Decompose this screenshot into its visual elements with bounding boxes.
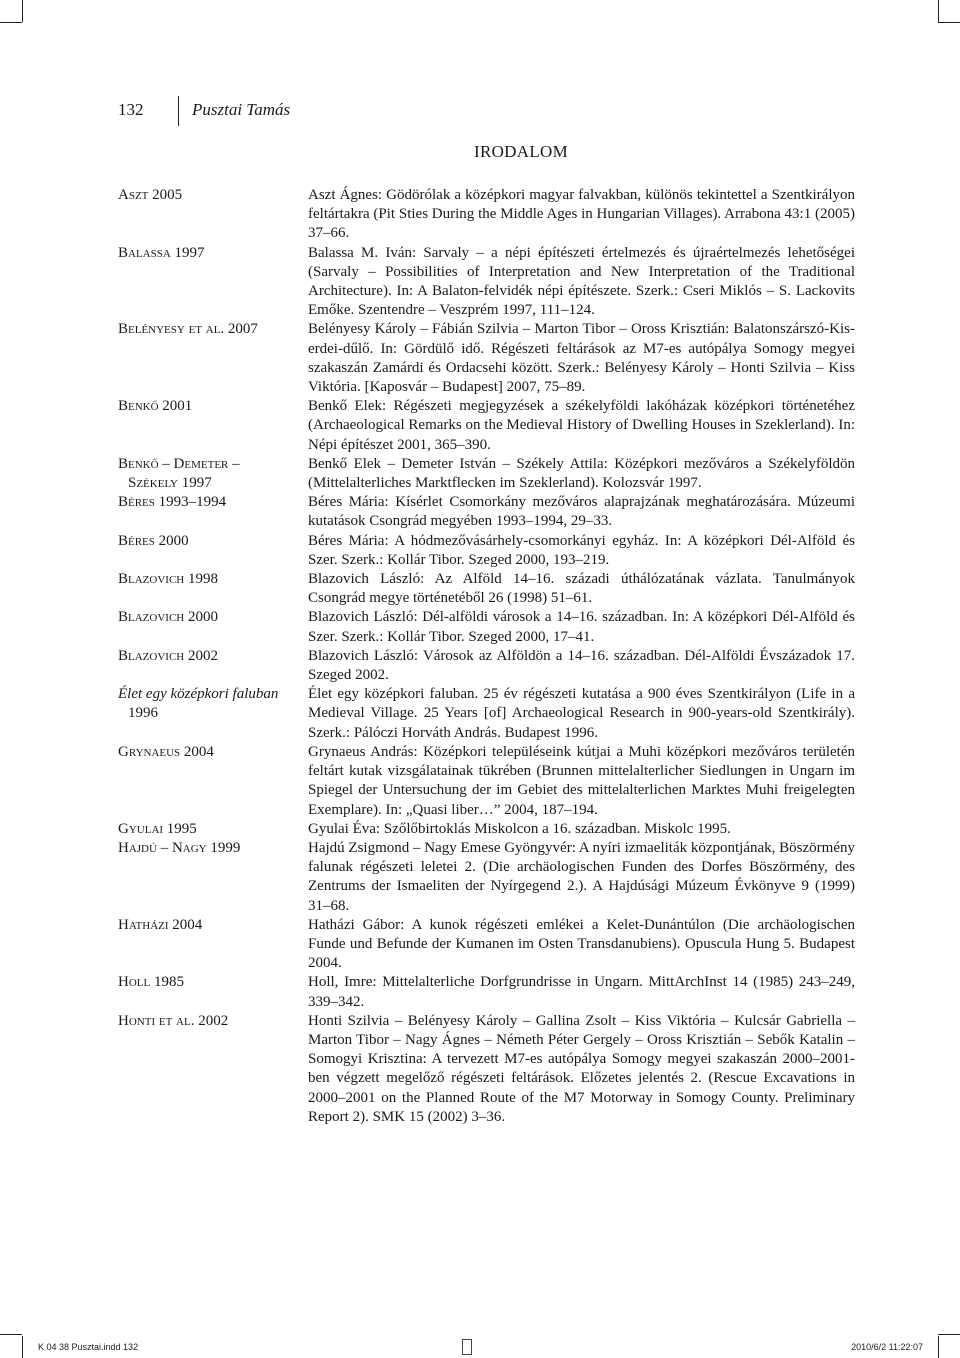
bib-entry [0,455,960,493]
bib-key-line-2: Székely 1997 [128,475,212,492]
bib-key [118,1012,308,1127]
bib-entry [0,320,960,397]
bib-citation: Belényesy Károly – Fábián Szilvia – Marton Tibor – Oross Krisztián: Balatonszárszó-Kis-erdei-dűlő. In: Gördülő idő. Régészeti feltárások az M7-es autópálya Somogy megyei szakaszán Zamárdi és Ordacsehi között. Szerk.: Belényesy Károly – Honti Szilvia – Kiss Viktória. [Kaposvár – Budapest] 2007, 75–89. [308,321,855,396]
bib-key [118,685,308,743]
bib-key-line-2: 1996 [128,705,158,722]
bib-entry [0,820,960,839]
bib-entry [0,743,960,820]
bib-citation: Béres Mária: A hódmezővásárhely-csomorkányi egyház. In: A középkori Dél-Alföld és Szer. Szerk.: Kollár Tibor. Szeged 2000, 193–219. [308,532,855,568]
crop-mark [938,22,960,23]
footer-file-info: K 04 38 Pusztai.indd 132 [38,1342,139,1352]
bib-citation: Béres Mária: Kísérlet Csomorkány mezőváros alaprajzának meghatározására. Múzeumi kutatások Csongrád megyében 1993–1994, 29–33. [308,494,855,530]
crop-mark [938,1334,960,1335]
footer-registration-box [462,1339,472,1355]
crop-mark [0,22,22,23]
section-title: IRODALOM [473,142,568,161]
bib-key-line: Élet egy középkori faluban [118,686,279,703]
bib-citation: Honti Szilvia – Belényesy Károly – Gallina Zsolt – Kiss Viktória – Kulcsár Gabriella – Marton Tibor – Nagy Ágnes – Németh Péter Gergely – Oross Krisztián – Sebők Katalin – Somogyi Krisztina: A tervezett M7-es autópálya Somogy megyei szakaszán 2000–2001-ben végzett megelőző régészeti feltárások. Előzetes jelentés 2. (Rescue Excavations in 2000–2001 on the Planned Route of the M7 Motorway in Somogy County. Preliminary Report 2). SMK 15 (2002) 3–36. [308,1012,855,1125]
bib-citation: Benkő Elek: Régészeti megjegyzések a székelyföldi lakóházak középkori történetéhez (Archaeological Remarks on the Medieval History of Dwelling Houses in Szeklerland). In: Népi építészet 2001, 365–390. [308,398,855,453]
bib-key-line: Balassa 1997 [118,244,205,261]
bib-key-line: Honti et al. 2002 [118,1012,229,1029]
bib-key [118,743,308,820]
bib-citation: Blazovich László: Dél-alföldi városok a 14–16. században. In: A középkori Dél-Alföld és Szer. Szerk.: Kollár Tibor. Szeged 2000, 17–41. [308,609,855,645]
bib-citation: Grynaeus András: Középkori településeink kútjai a Muhi középkori mezőváros területén feltárt kutak vizsgálatainak tükrében (Brunnen mittelalterlicher Siedlungen in Ungarn im Spiegel der Untersuchung der im Gebiet des mittelalterlichen Marktes Muhi freigelegten Exemplare). In: „Quasi liber…” 2004, 187–194. [308,743,855,818]
bibliography-list [0,186,960,1127]
crop-mark [0,1334,22,1335]
bib-key-line: Gyulai 1995 [118,820,197,837]
bib-key [118,839,308,916]
header-divider [178,96,179,126]
bib-citation: Aszt Ágnes: Gödörólak a középkori magyar falvakban, különös tekintettel a Szentkirályon feltártakra (Pit Sties During the Middle Ages in Hungarian Villages). Arrabona 43:1 (2005) 37–66. [308,187,855,242]
bib-key-line: Béres 2000 [118,532,189,549]
bib-entry [0,532,960,570]
bib-entry [0,1012,960,1127]
crop-mark [22,0,23,22]
bib-key [118,820,308,839]
bib-key-line: Holl 1985 [118,974,184,991]
bib-entry [0,647,960,685]
bib-entry [0,397,960,455]
bib-citation: Élet egy középkori faluban. 25 év régészeti kutatása a 900 éves Szentkirályon (Life in a Medieval Village. 25 Years [of] Archaeological Research in 900-years-old Szentkirály). Szerk.: Pálóczi Horváth András. Budapest 1996. [308,686,855,741]
crop-mark [22,1336,23,1358]
bib-key [118,397,308,455]
running-author: Pusztai Tamás [192,100,291,119]
bib-key [118,493,308,531]
bib-key-line: Béres 1993–1994 [118,494,227,511]
bib-key [118,244,308,321]
print-footer [38,1342,923,1356]
bib-key-line: Aszt 2005 [118,187,183,203]
page-number: 132 [118,100,144,119]
bib-citation: Blazovich László: Városok az Alföldön a 14–16. században. Dél-Alföldi Évszázadok 17. Szeged 2002. [308,647,855,684]
crop-mark [938,0,939,22]
bib-citation: Hajdú Zsigmond – Nagy Emese Gyöngyvér: A nyíri izmaeliták központjának, Böszörmény falunak régészeti leletei 2. (Die archäologischen Funden des Dorfes Böszörmény, des Zentrums der Ismaeliten der Nyírgegend 2.). A Hajdúsági Múzeum Évkönyve 9 (1999) 31–68. [308,839,855,914]
bib-entry [0,493,960,531]
bib-key [118,320,308,397]
bib-entry [0,916,960,974]
bib-key-line: Blazovich 2000 [118,609,218,626]
bib-citation: Blazovich László: Az Alföld 14–16. századi úthálózatának vázlata. Tanulmányok Csongrád megye történetéből 26 (1998) 51–61. [308,571,855,607]
bib-citation: Balassa M. Iván: Sarvaly – a népi építészeti értelmezés és újraértelmezés lehetőségei (Sarvaly – Possibilities of Interpretation and New Interpretation of the Traditional Architecture). In: A Balaton-felvidék népi építészete. Szerk.: Cseri Miklós – S. Lackovits Emőke. Szentendre – Veszprém 1997, 111–124. [308,244,855,319]
bib-key-line: Blazovich 1998 [118,571,218,588]
bib-citation: Benkő Elek – Demeter István – Székely Attila: Középkori mezőváros a Székelyföldön (Mittelalterliches Marktflecken im Szeklerland). Kolozsvár 1997. [308,455,855,492]
bib-key [118,647,308,685]
bib-key [118,570,308,608]
bib-key [118,916,308,974]
bib-key [118,532,308,570]
bib-entry [0,186,960,244]
bib-key [118,186,308,244]
bib-entry [0,839,960,916]
bib-key-line: Hatházi 2004 [118,916,203,933]
bib-key-line: Hajdú – Nagy 1999 [118,839,241,856]
crop-mark [938,1336,939,1358]
bib-entry [0,685,960,743]
bib-entry [0,570,960,608]
bib-entry [0,973,960,1011]
bib-key-line: Belényesy et al. 2007 [118,321,258,338]
bib-key [118,455,308,493]
bib-citation: Hatházi Gábor: A kunok régészeti emlékei a Kelet-Dunántúlon (Die archäologischen Funde und Befunde der Kumanen im Osten Transdanubiens). Opuscula Hung 5. Budapest 2004. [308,916,855,972]
bib-key [118,608,308,646]
bib-entry [0,608,960,646]
bib-citation: Gyulai Éva: Szőlőbirtoklás Miskolcon a 16. században. Miskolc 1995. [308,820,731,837]
bib-key-line: Blazovich 2002 [118,647,218,664]
footer-timestamp: 2010/6/2 11:22:07 [851,1342,923,1352]
bib-entry [0,244,960,321]
bib-citation: Holl, Imre: Mittelalterliche Dorfgrundrisse in Ungarn. MittArchInst 14 (1985) 243–249, 339–342. [308,974,855,1010]
bib-key-line: Grynaeus 2004 [118,743,214,760]
bib-key-line: Benkő – Demeter – [118,455,240,472]
bib-key-line: Benkő 2001 [118,398,193,415]
bib-key [118,973,308,1011]
